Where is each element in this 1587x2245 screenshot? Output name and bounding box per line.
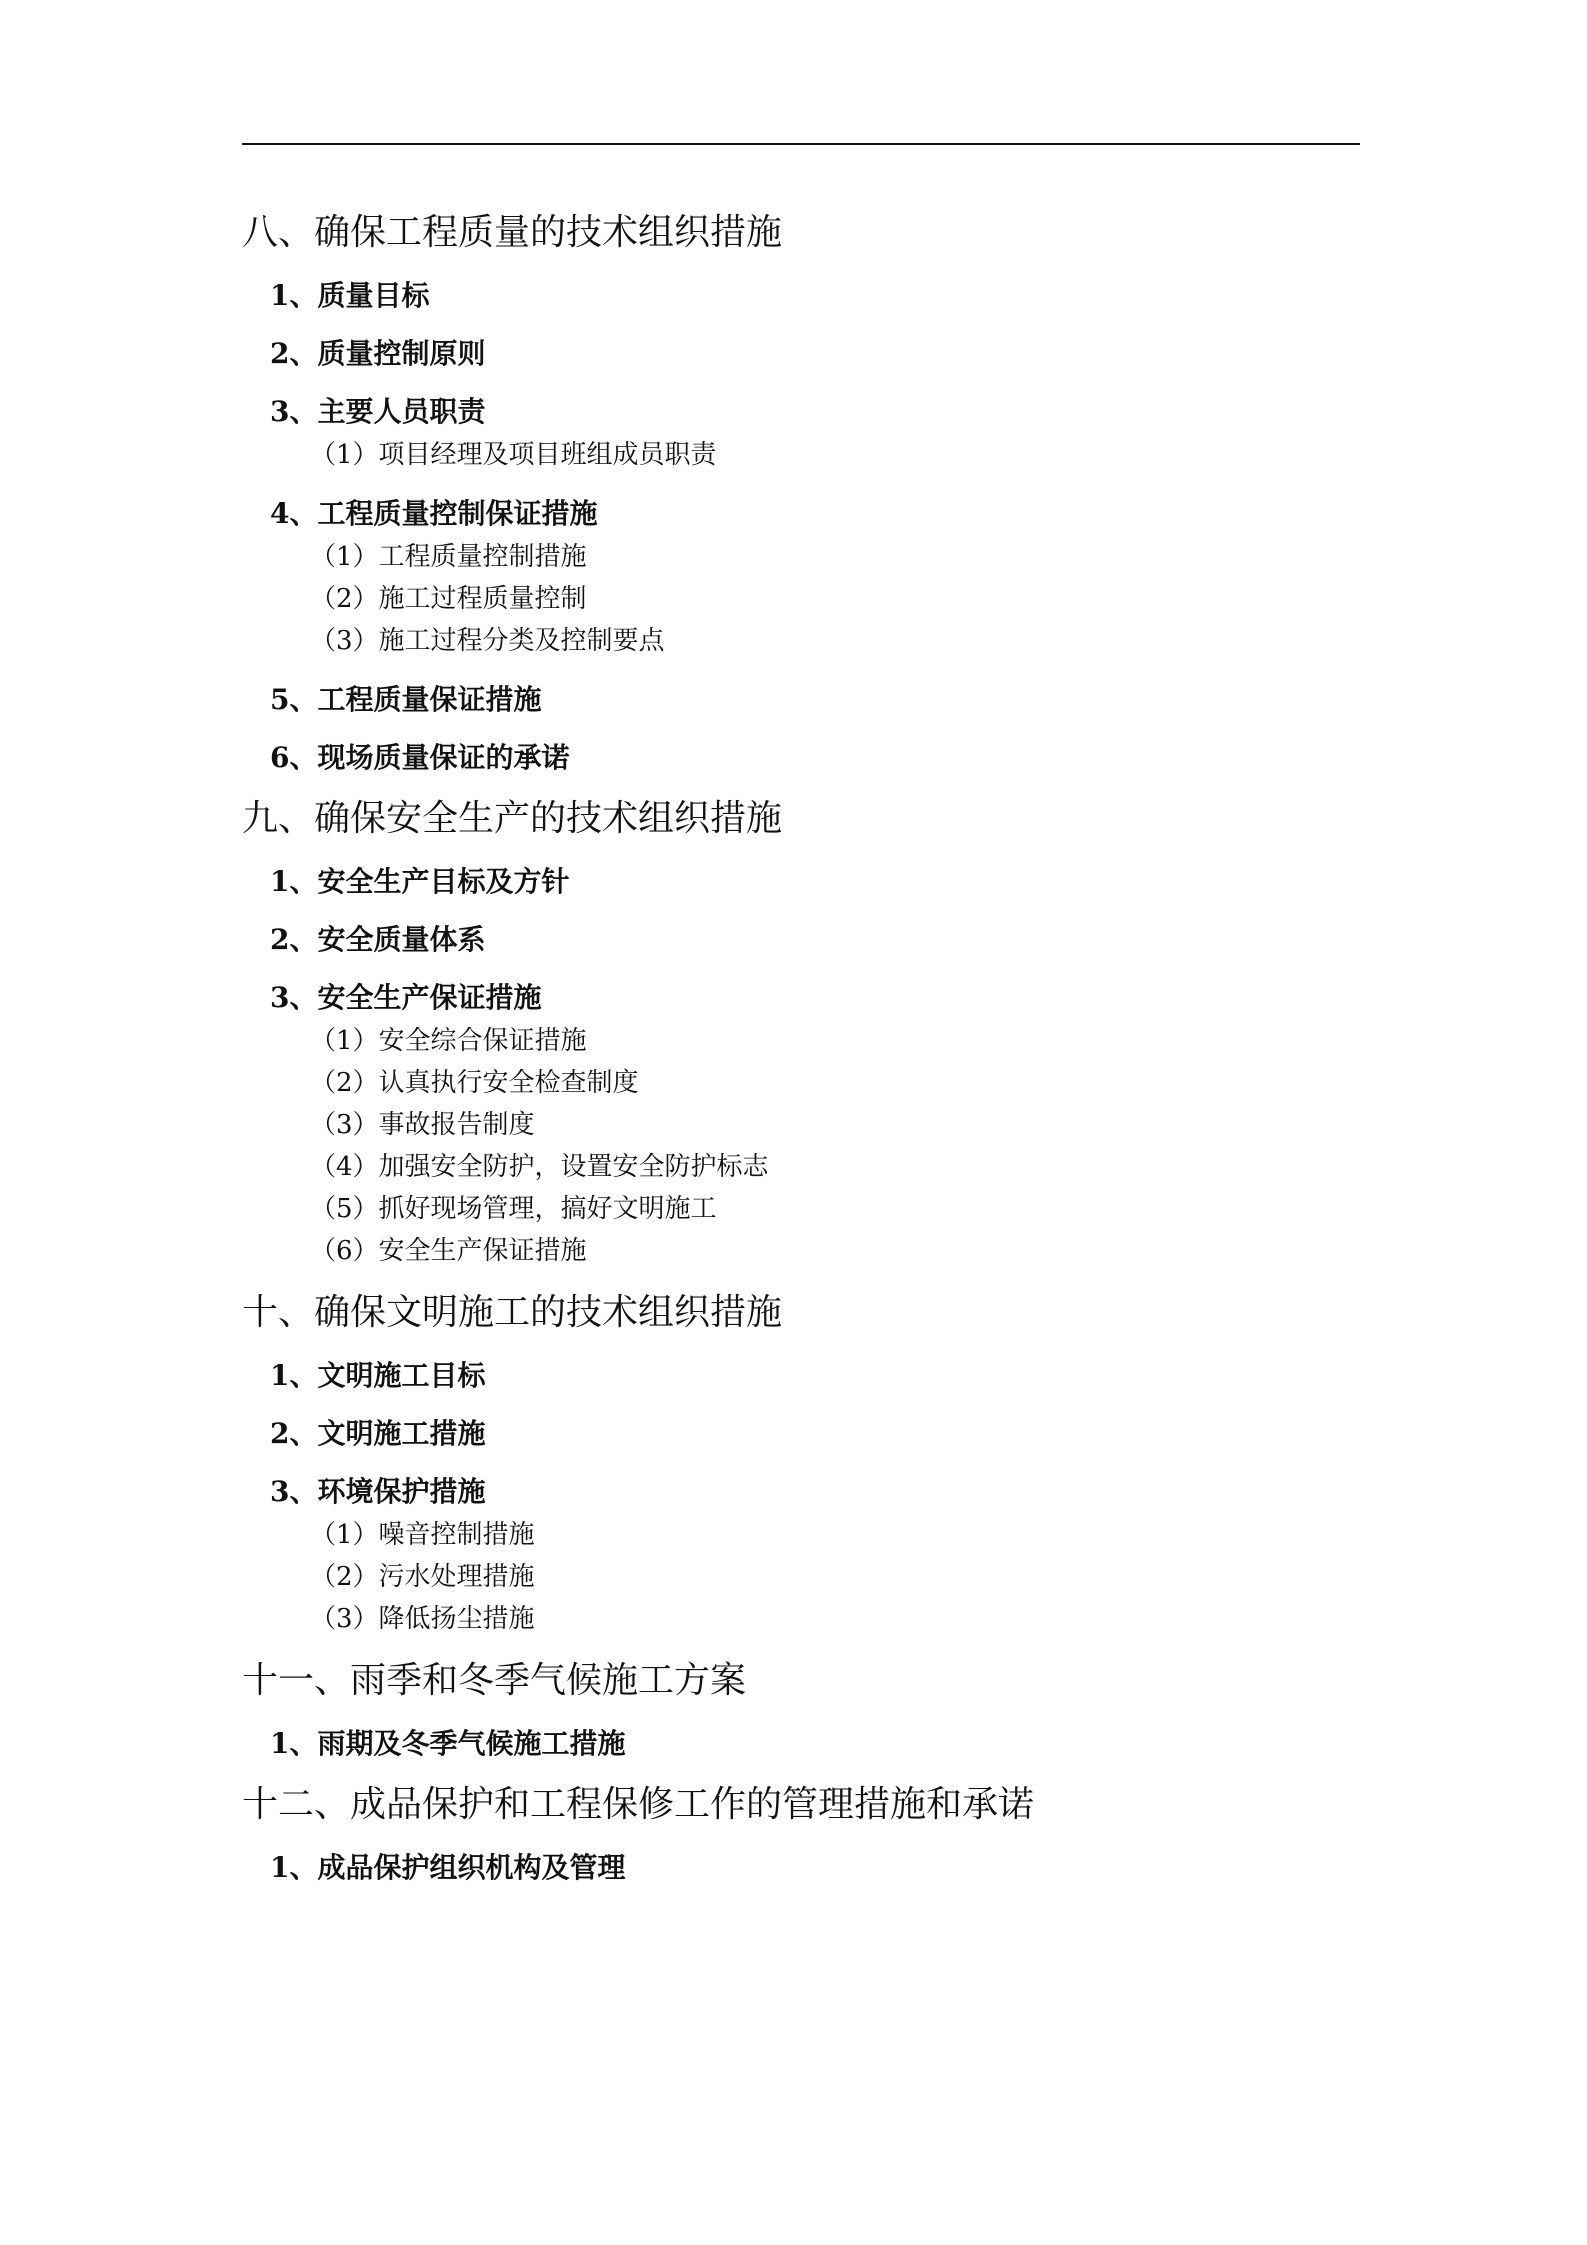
sub-item-list	[242, 1020, 1360, 1272]
header-rule	[242, 143, 1360, 145]
sub-item: （3）降低扬尘措施	[310, 1604, 535, 1634]
sub-item: （1）项目经理及项目班组成员职责	[310, 440, 717, 470]
toc-section	[242, 1290, 1360, 1640]
sub-item: （5）抓好现场管理，搞好文明施工	[310, 1194, 717, 1224]
section-heading: 十一、雨季和冬季气候施工方案	[242, 1660, 747, 1701]
item-heading: 1、文明施工目标	[270, 1359, 486, 1392]
sub-item-list	[242, 536, 1360, 662]
sub-item: （3）事故报告制度	[310, 1110, 535, 1140]
item-heading: 3、安全生产保证措施	[270, 981, 542, 1014]
toc-item	[242, 738, 1360, 778]
toc-item	[242, 1472, 1360, 1640]
toc-item	[242, 862, 1360, 902]
sub-item: （2）认真执行安全检查制度	[310, 1068, 639, 1098]
toc-section	[242, 1658, 1360, 1764]
item-heading: 2、文明施工措施	[270, 1417, 486, 1450]
item-heading: 2、安全质量体系	[270, 923, 486, 956]
section-heading: 十、确保文明施工的技术组织措施	[242, 1292, 783, 1333]
toc-item	[242, 680, 1360, 720]
item-heading: 3、主要人员职责	[270, 395, 486, 428]
section-heading: 十二、成品保护和工程保修工作的管理措施和承诺	[242, 1784, 1035, 1825]
item-heading: 6、现场质量保证的承诺	[270, 741, 570, 774]
toc-item	[242, 334, 1360, 374]
item-heading: 1、质量目标	[270, 279, 430, 312]
item-heading: 3、环境保护措施	[270, 1475, 486, 1508]
sub-item: （4）加强安全防护，设置安全防护标志	[310, 1152, 769, 1182]
sub-item-list	[242, 434, 1360, 476]
sub-item: （3）施工过程分类及控制要点	[310, 626, 665, 656]
sub-item: （6）安全生产保证措施	[310, 1236, 587, 1266]
sub-item: （2）污水处理措施	[310, 1562, 535, 1592]
toc-item	[242, 494, 1360, 662]
item-heading: 1、安全生产目标及方针	[270, 865, 570, 898]
sub-item: （1）工程质量控制措施	[310, 542, 587, 572]
item-heading: 4、工程质量控制保证措施	[270, 497, 598, 530]
toc-item	[242, 1414, 1360, 1454]
item-heading: 1、成品保护组织机构及管理	[270, 1851, 626, 1884]
item-heading: 2、质量控制原则	[270, 337, 486, 370]
toc-section	[242, 210, 1360, 778]
toc-section	[242, 796, 1360, 1272]
item-heading: 5、工程质量保证措施	[270, 683, 542, 716]
toc-item	[242, 920, 1360, 960]
toc-item	[242, 1724, 1360, 1764]
toc-item	[242, 1356, 1360, 1396]
section-heading: 八、确保工程质量的技术组织措施	[242, 212, 783, 253]
sub-item: （2）施工过程质量控制	[310, 584, 587, 614]
section-heading: 九、确保安全生产的技术组织措施	[242, 798, 783, 839]
sub-item: （1）噪音控制措施	[310, 1520, 535, 1550]
sub-item-list	[242, 1514, 1360, 1640]
toc-item	[242, 276, 1360, 316]
toc-section	[242, 1782, 1360, 1888]
table-of-contents	[242, 196, 1360, 1906]
item-heading: 1、雨期及冬季气候施工措施	[270, 1727, 626, 1760]
sub-item: （1）安全综合保证措施	[310, 1026, 587, 1056]
toc-item	[242, 392, 1360, 476]
toc-item	[242, 978, 1360, 1272]
toc-item	[242, 1848, 1360, 1888]
